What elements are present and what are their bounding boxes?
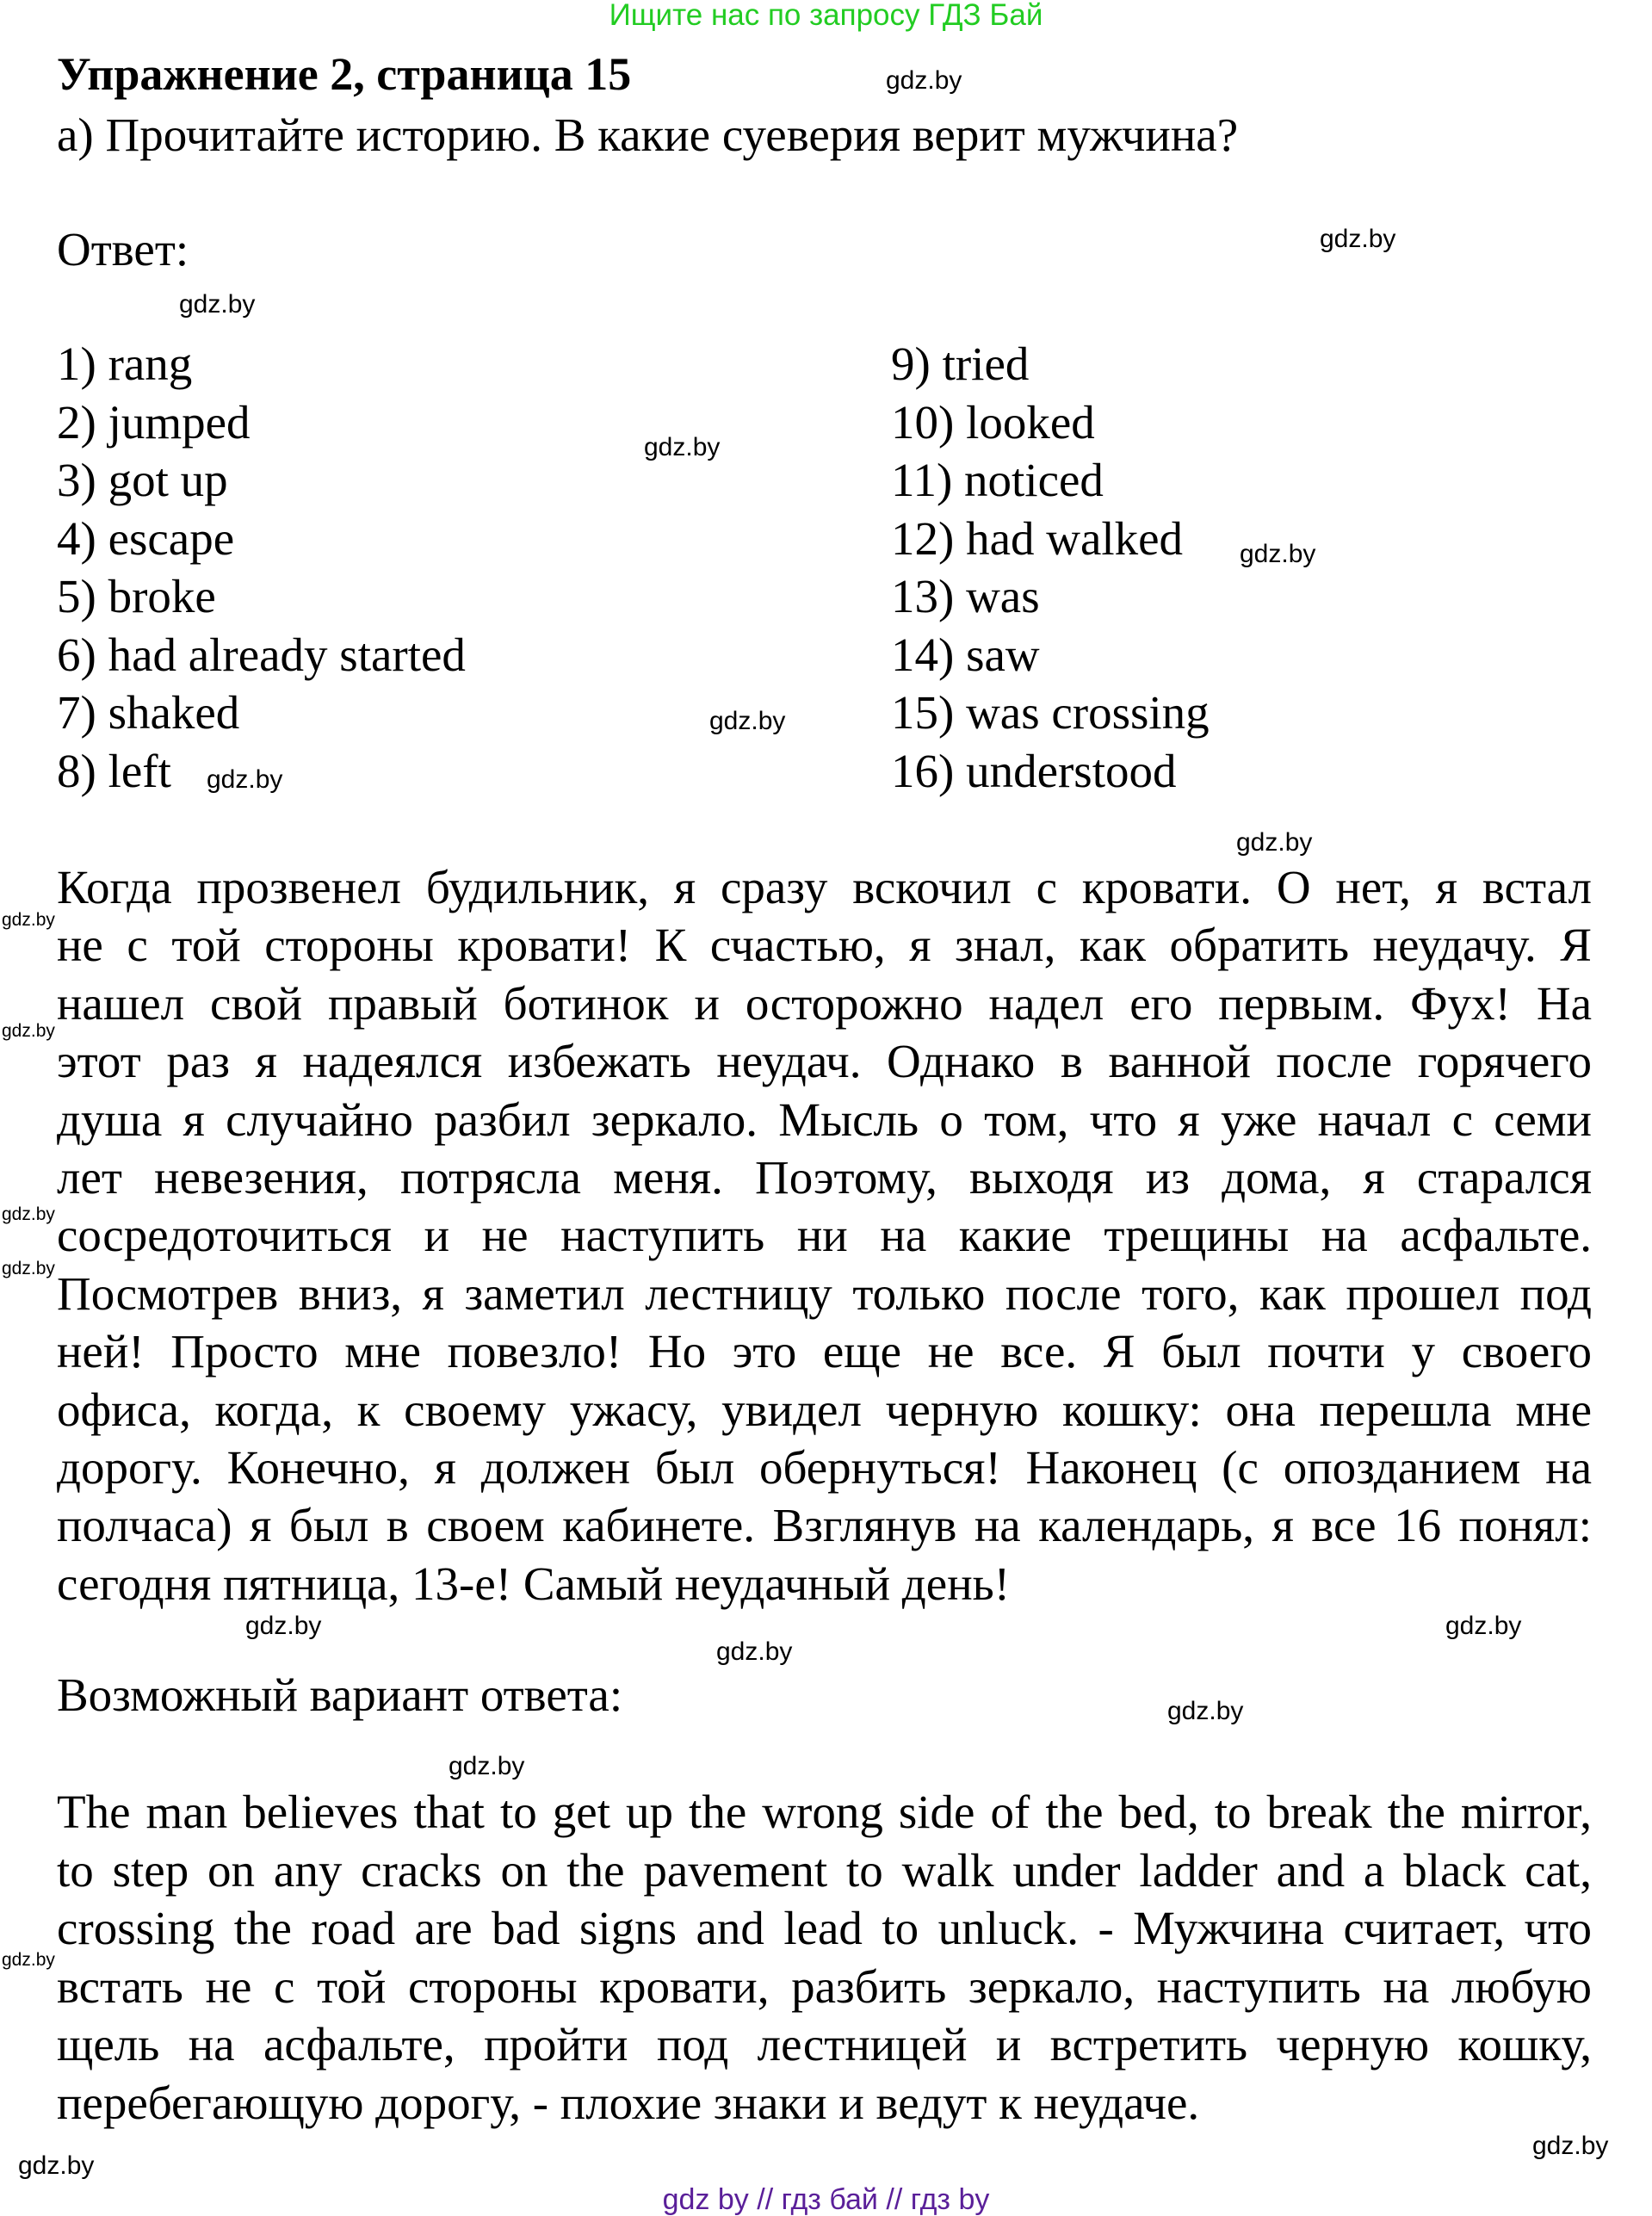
- possible-answer-label: Возможный вариант ответа:: [57, 1668, 623, 1721]
- answer-line: to step on any cracks on the pavement to walk under ladder and a black cat,: [57, 1843, 1592, 1897]
- story-line: дорогу. Конечно, я должен был обернуться! Наконец (с опозданием на: [57, 1441, 1592, 1494]
- story-line: ней! Просто мне повезло! Но это еще не все. Я был почти у своего: [57, 1325, 1592, 1378]
- answer-item: 15) was crossing: [891, 686, 1210, 739]
- answer-item: 16) understood: [891, 744, 1177, 797]
- footer-links: gdz by // гдз бай // гдз by: [662, 2183, 990, 2216]
- watermark: gdz.by: [2, 1950, 55, 1970]
- watermark: gdz.by: [716, 1637, 793, 1666]
- story-line: лет невезения, потрясла меня. Поэтому, выходя из дома, я старался: [57, 1151, 1592, 1204]
- answer-item: 13) was: [891, 570, 1040, 622]
- answer-item: 3) got up: [57, 454, 228, 506]
- story-line: сосредоточиться и не наступить ни на какие трещины на асфальте.: [57, 1209, 1592, 1262]
- story-line: Посмотрев вниз, я заметил лестницу только после того, как прошел под: [57, 1266, 1592, 1320]
- watermark: gdz.by: [886, 66, 962, 95]
- story-line: душа я случайно разбил зеркало. Мысль о том, что я уже начал с семи: [57, 1093, 1592, 1146]
- answer-item: 10) looked: [891, 395, 1095, 449]
- watermark: gdz.by: [1532, 2132, 1609, 2160]
- answer-item: 7) shaked: [57, 686, 240, 739]
- answer-item: 9) tried: [891, 337, 1030, 390]
- page-title: Упражнение 2, страница 15: [57, 48, 632, 100]
- watermark: gdz.by: [245, 1612, 322, 1640]
- watermark: gdz.by: [2, 910, 55, 930]
- answer-item: 11) noticed: [891, 454, 1104, 506]
- watermark: gdz.by: [1445, 1612, 1522, 1640]
- answer-line: щель на асфальте, пройти под лестницей и встретить черную кошку,: [57, 2018, 1592, 2071]
- answer-item: 14) saw: [891, 628, 1040, 681]
- watermark: gdz.by: [449, 1752, 525, 1780]
- watermark: gdz.by: [1236, 828, 1313, 857]
- answer-label: Ответ:: [57, 223, 189, 275]
- story-line: офиса, когда, к своему ужасу, увидел черную кошку: она перешла мне: [57, 1383, 1592, 1436]
- answer-item: 1) rang: [57, 337, 193, 390]
- watermark: gdz.by: [207, 765, 283, 794]
- story-line: Когда прозвенел будильник, я сразу вскочил с кровати. О нет, я встал: [57, 861, 1592, 913]
- story-line: этот раз я надеялся избежать неудач. Однако в ванной после горячего: [57, 1035, 1592, 1088]
- watermark: gdz.by: [1240, 540, 1316, 568]
- watermark: gdz.by: [709, 707, 786, 735]
- answer-line: встать не с той стороны кровати, разбить зеркало, наступить на любую: [57, 1959, 1592, 2013]
- watermark: gdz.by: [2, 1021, 55, 1041]
- answer-item: 4) escape: [57, 511, 235, 565]
- watermark: gdz.by: [2, 1259, 55, 1278]
- answer-item: 2) jumped: [57, 395, 251, 449]
- watermark: gdz.by: [18, 2151, 95, 2180]
- watermark: gdz.by: [1320, 225, 1396, 253]
- watermark: gdz.by: [644, 433, 721, 461]
- story-line: сегодня пятница, 13-е! Самый неудачный день!: [57, 1557, 1011, 1610]
- answer-line: перебегающую дорогу, - плохие знаки и ведут к неудаче.: [57, 2077, 1200, 2129]
- answer-line: crossing the road are bad signs and lead to unluck. - Мужчина считает, что: [57, 1902, 1592, 1955]
- watermark: gdz.by: [2, 1204, 55, 1224]
- answer-item: 8) left: [57, 744, 171, 797]
- story-line: полчаса) я был в своем кабинете. Взглянув на календарь, я все 16 понял:: [57, 1499, 1592, 1552]
- exercise-question: а) Прочитайте историю. В какие суеверия верит мужчина?: [57, 108, 1239, 161]
- story-line: нашел свой правый ботинок и осторожно надел его первым. Фух! На: [57, 976, 1592, 1030]
- story-line: не с той стороны кровати! К счастью, я знал, как обратить неудачу. Я: [57, 919, 1592, 972]
- search-banner: Ищите нас по запросу ГДЗ Бай: [609, 0, 1043, 32]
- answer-item: 6) had already started: [57, 628, 466, 681]
- answer-item: 12) had walked: [891, 511, 1184, 565]
- answer-line: The man believes that to get up the wrong side of the bed, to break the mirror,: [57, 1786, 1592, 1838]
- answer-item: 5) broke: [57, 570, 216, 622]
- watermark: gdz.by: [1167, 1697, 1244, 1725]
- watermark: gdz.by: [179, 290, 256, 319]
